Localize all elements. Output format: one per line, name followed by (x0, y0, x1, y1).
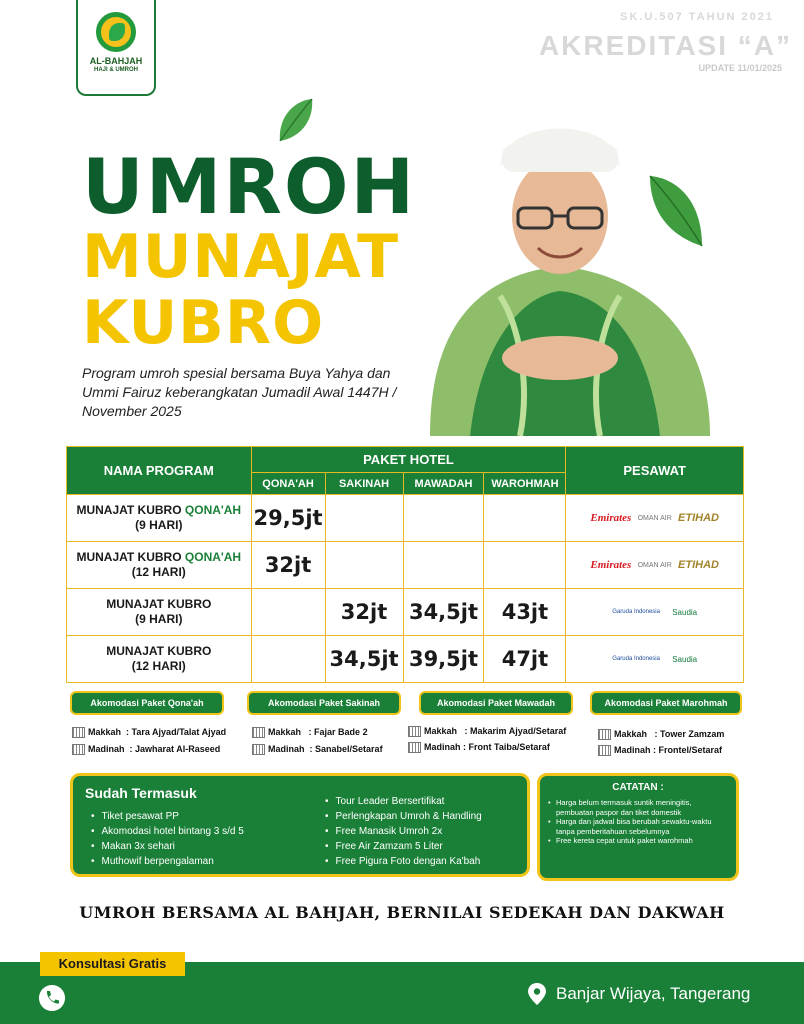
col-header-mawadah: MAWADAH (403, 473, 484, 495)
building-icon (598, 745, 611, 756)
location-icon (526, 982, 548, 1006)
hotel-madinah-qonaah: Madinah : Jawharat Al-Raseed (72, 744, 220, 755)
col-header-sakinah: SAKINAH (325, 473, 403, 495)
saudia-logo: Saudia (672, 607, 698, 617)
building-icon (72, 744, 85, 755)
list-item: • Tiket pesawat PP (91, 809, 244, 824)
included-list-left (91, 809, 244, 869)
building-icon (408, 726, 421, 737)
consultation-button[interactable]: Konsultasi Gratis (40, 952, 185, 976)
included-box (70, 773, 530, 877)
airline-logos (566, 542, 744, 589)
list-item: • Free Pigura Foto dengan Ka'bah (325, 854, 482, 869)
building-icon (598, 729, 611, 740)
logo-emblem-icon (96, 12, 136, 52)
garuda-logo: Garuda Indonesia (612, 656, 660, 663)
price-cell: 47jt (484, 636, 566, 683)
airline-logos (566, 495, 744, 542)
col-header-program: NAMA PROGRAM (67, 447, 252, 495)
logo-subtitle: HAJI & UMROH (93, 67, 138, 73)
price-cell: 32jt (325, 589, 403, 636)
price-cell (251, 636, 325, 683)
price-cell (484, 495, 566, 542)
scholar-portrait (410, 96, 720, 436)
list-item: • Harga dan jadwal bisa berubah sewaktu-waktu tanpa pemberitahuan sebelumnya (548, 817, 728, 836)
hotel-makkah-sakinah: Makkah : Fajar Bade 2 (252, 727, 368, 738)
hotel-makkah-marohmah: Makkah : Tower Zamzam (598, 729, 724, 740)
list-item: • Free Manasik Umroh 2x (325, 824, 482, 839)
col-header-airline: PESAWAT (566, 447, 744, 495)
price-cell (484, 542, 566, 589)
brand-logo (76, 0, 156, 96)
oman-air-logo: OMAN AIR (637, 561, 672, 569)
price-cell: 43jt (484, 589, 566, 636)
price-cell: 34,5jt (325, 636, 403, 683)
price-cell: 32jt (251, 542, 325, 589)
notes-list (548, 798, 728, 846)
list-item: • Perlengkapan Umroh & Handling (325, 809, 482, 824)
table-row (67, 542, 744, 589)
list-item: • Akomodasi hotel bintang 3 s/d 5 (91, 824, 244, 839)
table-row (67, 495, 744, 542)
garuda-logo: Garuda Indonesia (612, 609, 660, 616)
building-icon (252, 727, 265, 738)
logo-name: AL-BAHJAH (89, 56, 143, 66)
oman-air-logo: OMAN AIR (637, 514, 672, 522)
akomodasi-marohmah-button[interactable]: Akomodasi Paket Marohmah (590, 691, 742, 715)
price-cell (251, 589, 325, 636)
list-item: • Tour Leader Bersertifikat (325, 794, 482, 809)
program-name: MUNAJAT KUBRO QONA'AH (12 HARI) (67, 542, 252, 589)
building-icon (252, 744, 265, 755)
included-title: Sudah Termasuk (85, 785, 197, 801)
location-text: Banjar Wijaya, Tangerang (556, 984, 751, 1003)
price-cell: 29,5jt (251, 495, 325, 542)
accreditation-label: AKREDITASI “A” (538, 30, 792, 61)
hotel-madinah-mawadah: Madinah : Front Taiba/Setaraf (408, 742, 550, 753)
akomodasi-qonaah-button[interactable]: Akomodasi Paket Qona'ah (70, 691, 224, 715)
etihad-logo: ETIHAD (678, 559, 719, 571)
hotel-madinah-sakinah: Madinah : Sanabel/Setaraf (252, 744, 383, 755)
table-row (67, 589, 744, 636)
price-cell (403, 542, 484, 589)
price-cell: 34,5jt (403, 589, 484, 636)
price-cell: 39,5jt (403, 636, 484, 683)
page-title-line3: KUBRO (82, 288, 325, 358)
price-cell (325, 542, 403, 589)
program-name: MUNAJAT KUBRO QONA'AH (9 HARI) (67, 495, 252, 542)
notes-title: CATATAN : (612, 782, 664, 793)
price-cell (325, 495, 403, 542)
list-item: • Muthowif berpengalaman (91, 854, 244, 869)
building-icon (72, 727, 85, 738)
etihad-logo: ETIHAD (678, 512, 719, 524)
col-header-hotel: PAKET HOTEL (251, 447, 566, 473)
akomodasi-sakinah-button[interactable]: Akomodasi Paket Sakinah (247, 691, 401, 715)
notes-box (537, 773, 739, 881)
sk-number: SK.U.507 TAHUN 2021 (620, 11, 774, 23)
price-cell (403, 495, 484, 542)
hotel-madinah-marohmah: Madinah : Frontel/Setaraf (598, 745, 722, 756)
hotel-makkah-qonaah: Makkah : Tara Ajyad/Talat Ajyad (72, 727, 226, 738)
col-header-warohmah: WAROHMAH (484, 473, 566, 495)
program-description: Program umroh spesial bersama Buya Yahya dan Ummi Fairuz keberangkatan Jumadil Awal 1447H / November 2025 (82, 365, 397, 419)
list-item: • Harga belum termasuk suntik meningitis, pembuatan paspor dan tiket domestik (548, 798, 728, 817)
airline-logos (566, 636, 744, 683)
emirates-logo: Emirates (590, 559, 632, 571)
program-name: MUNAJAT KUBRO (12 HARI) (67, 636, 252, 683)
akomodasi-mawadah-button[interactable]: Akomodasi Paket Mawadah (419, 691, 573, 715)
hotel-makkah-mawadah: Makkah : Makarim Ajyad/Setaraf (408, 726, 566, 737)
slogan: UMROH BERSAMA AL BAHJAH, BERNILAI SEDEKAH DAN DAKWAH (79, 903, 725, 922)
program-name: MUNAJAT KUBRO (9 HARI) (67, 589, 252, 636)
col-header-qonaah: QONA'AH (251, 473, 325, 495)
page-title-line2: MUNAJAT (82, 222, 400, 292)
page-title: UMROH (82, 142, 417, 231)
saudia-logo: Saudia (672, 654, 698, 664)
emirates-logo: Emirates (590, 512, 632, 524)
list-item: • Free kereta cepat untuk paket warohmah (548, 836, 728, 846)
leaf-icon (276, 97, 316, 145)
list-item: • Free Air Zamzam 5 Liter (325, 839, 482, 854)
table-row (67, 636, 744, 683)
included-list-right (325, 794, 482, 869)
building-icon (408, 742, 421, 753)
list-item: • Makan 3x sehari (91, 839, 244, 854)
airline-logos (566, 589, 744, 636)
phone-icon[interactable] (39, 985, 65, 1011)
package-table (66, 446, 744, 683)
update-date: UPDATE 11/01/2025 (698, 63, 782, 73)
